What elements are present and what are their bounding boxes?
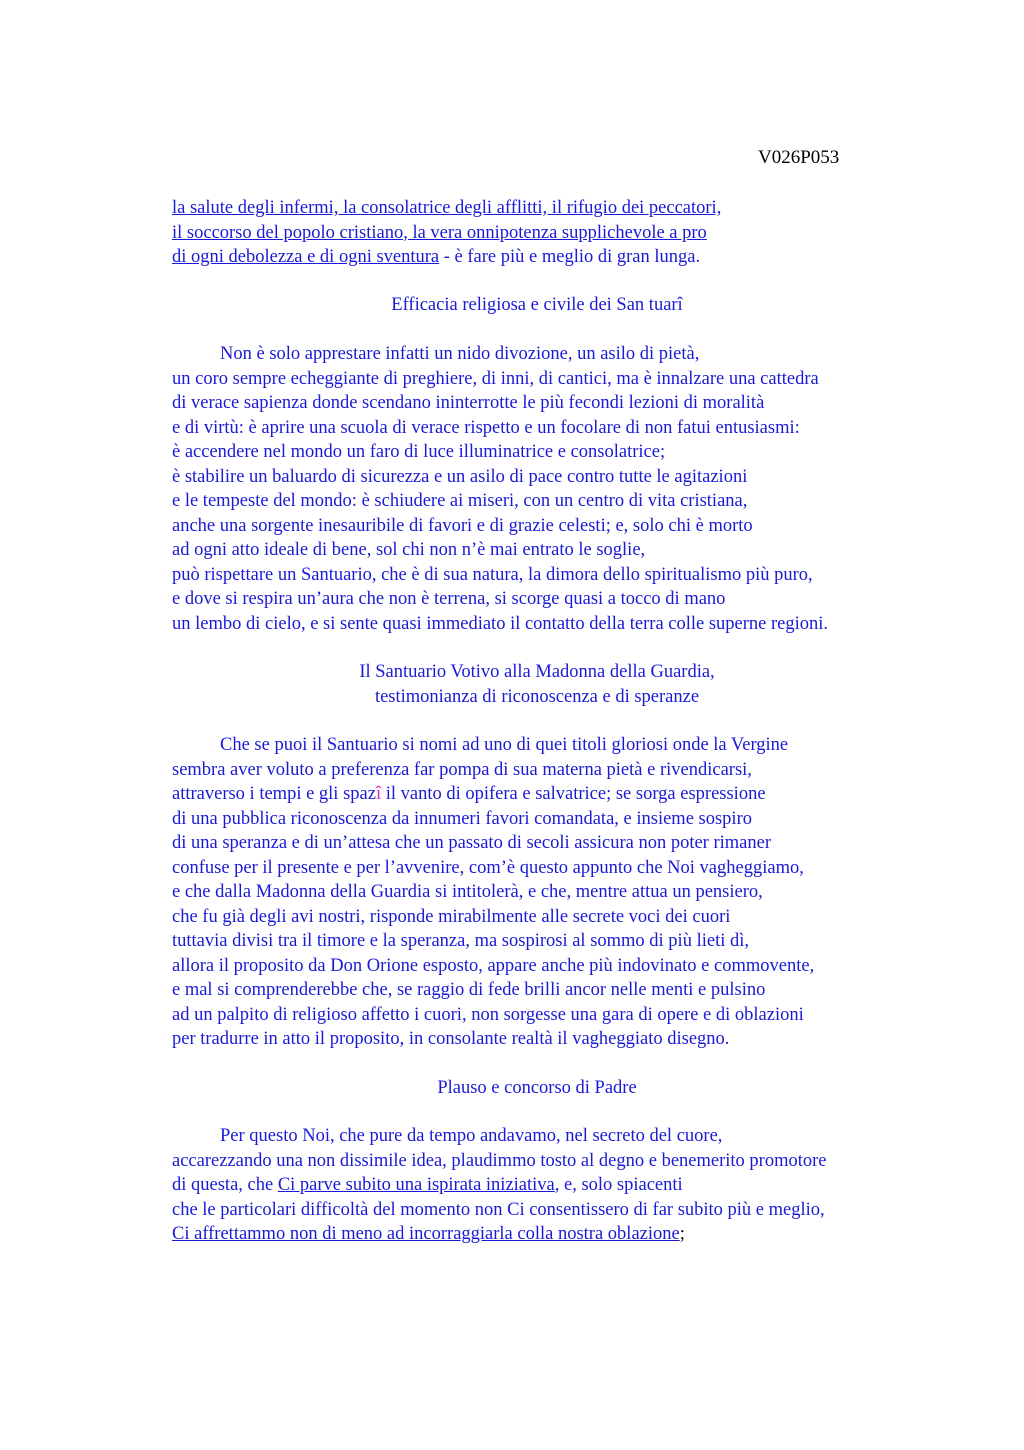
paragraph-1-line: ad ogni atto ideale di bene, sol chi non n’è mai entrato le soglie,	[172, 540, 646, 560]
intro-block	[172, 196, 932, 270]
paragraph-1-line: e dove si respira un’aura che non è terrena, si scorge quasi a tocco di mano	[172, 589, 726, 609]
intro-line-3-underlined: di ogni debolezza e di ogni sventura	[172, 247, 440, 267]
paragraph-3	[172, 1124, 932, 1247]
paragraph-3-underlined-1: Ci parve subito una ispirata iniziativa	[277, 1175, 555, 1195]
paragraph-3-line-3b: , e, solo spiacenti	[554, 1175, 683, 1195]
paragraph-1-line: di verace sapienza donde scendano ininterrotte le più fecondi lezioni di moralità	[172, 393, 765, 413]
heading-santuario-votivo	[172, 660, 902, 709]
paragraph-2-line-3a: attraverso i tempi e gli spaz	[172, 784, 376, 804]
page-id: V026P053	[758, 147, 840, 168]
paragraph-2-line: di una pubblica riconoscenza da innumeri favori comandata, e insieme sospiro	[172, 808, 752, 829]
paragraph-1-line: e le tempeste del mondo: è schiudere ai miseri, con un centro di vita cristiana,	[172, 491, 748, 511]
heading-3-text: Plauso e concorso di Padre	[437, 1078, 637, 1098]
paragraph-3-line	[172, 1222, 932, 1247]
paragraph-1-line: è stabilire un baluardo di sicurezza e un asilo di pace contro tutte le agitazioni	[172, 466, 748, 487]
paragraph-2-line: per tradurre in atto il proposito, in consolante realtà il vagheggiato disegno.	[172, 1029, 730, 1049]
paragraph-2-line: di una speranza e di un’attesa che un passato di secoli assicura non poter rimaner	[172, 833, 771, 853]
paragraph-2-line: allora il proposito da Don Orione esposto, appare anche più indovinato e commovente,	[172, 955, 815, 976]
paragraph-2	[172, 733, 932, 1052]
paragraph-2-line-3b: il vanto di opifera e salvatrice; se sorga espressione	[381, 784, 766, 804]
paragraph-2-line: che fu già degli avi nostri, risponde mirabilmente alle secrete voci dei cuori	[172, 906, 731, 927]
paragraph-1-line: un lembo di cielo, e si sente quasi immediato il contatto della terra colle superne regioni.	[172, 613, 829, 634]
paragraph-1-line: un coro sempre echeggiante di preghiere, di inni, di cantici, ma è innalzare una cattedra	[172, 368, 819, 389]
paragraph-3-line	[172, 1173, 932, 1198]
paragraph-2-line: e che dalla Madonna della Guardia si intitolerà, e che, mentre attua un pensiero,	[172, 882, 763, 902]
paragraph-3-line-5b: ;	[679, 1224, 685, 1244]
intro-line-3-rest: - è fare più e meglio di gran lunga.	[439, 247, 701, 267]
paragraph-2-line: sembra aver voluto a preferenza far pompa di sua materna pietà e rivendicarsi,	[172, 759, 752, 780]
paragraph-1	[172, 342, 932, 636]
heading-2-line-2: testimonianza di riconoscenza e di speranze	[374, 686, 700, 707]
accent-char: î	[375, 784, 382, 804]
heading-1-text: Efficacia religiosa e civile dei San tuarî	[391, 295, 683, 315]
intro-line-2: il soccorso del popolo cristiano, la vera onnipotenza supplichevole a pro	[172, 222, 707, 243]
intro-line-3	[172, 245, 932, 270]
intro-line-1: la salute degli infermi, la consolatrice degli afflitti, il rifugio dei peccatori,	[172, 198, 722, 218]
paragraph-2-line: e mal si comprenderebbe che, se raggio di fede brilli ancor nelle menti e pulsino	[172, 980, 766, 1000]
paragraph-1-line: Non è solo apprestare infatti un nido divozione, un asilo di pietà,	[220, 344, 700, 364]
paragraph-1-line: anche una sorgente inesauribile di favori e di grazie celesti; e, solo chi è morto	[172, 515, 753, 536]
paragraph-3-underlined-2: Ci affrettammo non di meno ad incorraggiarla colla nostra oblazione	[172, 1224, 680, 1244]
heading-plauso	[172, 1076, 902, 1101]
paragraph-3-line: accarezzando una non dissimile idea, plaudimmo tosto al degno e benemerito promotore	[172, 1150, 827, 1171]
heading-efficacia	[172, 293, 902, 318]
paragraph-3-line-3a: di questa, che	[172, 1175, 278, 1195]
paragraph-3-line: che le particolari difficoltà del momento non Ci consentissero di far subito più e meglio,	[172, 1199, 825, 1220]
heading-2-line-1: Il Santuario Votivo alla Madonna della Guardia,	[359, 662, 715, 682]
paragraph-2-line: confuse per il presente e per l’avvenire, com’è questo appunto che Noi vagheggiamo,	[172, 857, 804, 878]
paragraph-1-line: e di virtù: è aprire una scuola di verace rispetto e un focolare di non fatui entusiasmi:	[172, 417, 800, 438]
paragraph-3-line: Per questo Noi, che pure da tempo andavamo, nel secreto del cuore,	[220, 1126, 723, 1146]
paragraph-1-line: può rispettare un Santuario, che è di sua natura, la dimora dello spiritualismo più puro,	[172, 564, 813, 585]
paragraph-2-line	[172, 782, 932, 807]
paragraph-1-line: è accendere nel mondo un faro di luce illuminatrice e consolatrice;	[172, 442, 666, 462]
paragraph-2-line: Che se puoi il Santuario si nomi ad uno di quei titoli gloriosi onde la Vergine	[220, 735, 789, 755]
paragraph-2-line: ad un palpito di religioso affetto i cuori, non sorgesse una gara di opere e di oblazioni	[172, 1004, 804, 1025]
paragraph-2-line: tuttavia divisi tra il timore e la speranza, ma sospirosi al sommo di più lieti dì,	[172, 931, 749, 951]
